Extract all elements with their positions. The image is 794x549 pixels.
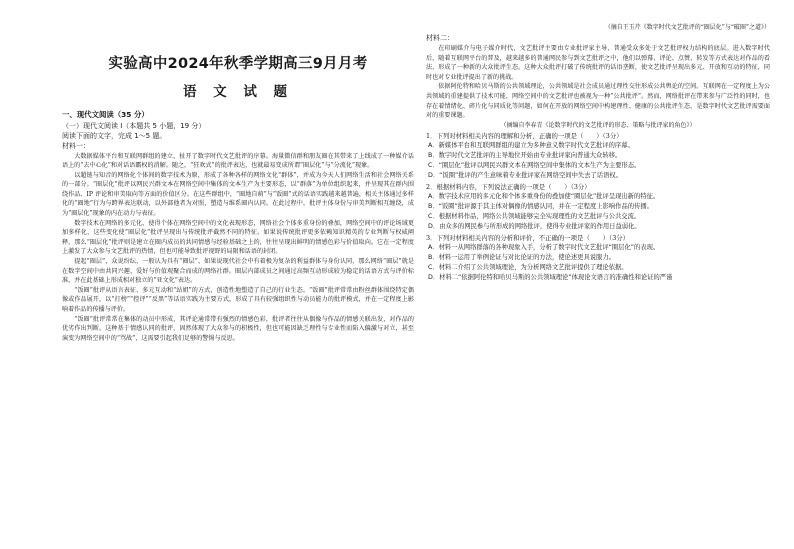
- exam-title: 实验高中2024年秋季学期高三9月月考: [108, 56, 368, 72]
- question-option: C．根据材料作品，网络公共领域能够完全实现理性的文艺批评与公共交流。: [428, 212, 641, 220]
- question-option: D．由众多的网民参与所形成的网络批评，使得专业批评家的作用日益弱化。: [428, 222, 641, 230]
- left-paragraph: 大数据媒体平台和互联网群组的建立，扯开了数字时代文艺批评的序幕。海量微信群和朋友圈在其带来了上线成了一种媒介话语上的“去中心化”和对话语霸权的消解。随之，“狂欢式”的批评表达，也就最易变成所谓“圈层化”与“分流化”现象。: [62, 152, 414, 170]
- left-paragraph: 数字技术在网络的多元化，使得个体在网络空间中的文化表现形态，网络社会个体多重身份的叠加，网络空间中的评论场域更加多样化，这些变化使“圈层化”批评呈现出与传统批评截然不同的特征。如果说传统批评更多依赖知识精英的专业判断与权威阐释，那么“圈层化”批评则是建立在圈内成员的共同情感与经验基础之上的，往往呈现出鲜明的情感色彩与价值取向。它在一定程度上激发了大众参与文艺批评的热情，但也可能导致批评视野的局限和话语的封闭。: [62, 219, 414, 256]
- material-one-label: 材料一：: [62, 141, 90, 150]
- left-paragraph: “饭圈”批评常常在集体的动员中形成，其评论通常带有强烈的情感色彩，批评者往往从偶像与作品的情感关联出发，对作品的优劣作出判断。这种基于情感认同的批评，固然体现了大众参与的积极性，但也可能因缺乏理性与专业性而陷入偏激与对立，甚至演变为网络空间中的“骂战”，这需要引起我们足够的警惕与反思。: [62, 315, 414, 342]
- question-option: D．“饭圈”批评的产生意味着专业批评家在网络空间中失去了话语权。: [428, 171, 622, 179]
- question-option: A．新媒体平台和互联网群组的建立为多种意义数字时代文艺批评的序幕。: [428, 141, 634, 149]
- left-paragraph: “饭圈”批评从语言表征、多元互动和“站姐”的方式，创造性地塑造了自己的行业生态。“饭圈”批评常常由粉丝群体围绕特定偶像或作品展开，以“打榜”“控评”“反黑”等话语实践为主要方式，形成了具有较强组织性与动员能力的批评模式，并在一定程度上影响着作品的传播与评价。: [62, 286, 414, 313]
- question-option: A．数字技术应用的多元化和个体多重身份的叠加使“圈层化”批评呈现出新的特征。: [428, 192, 660, 200]
- question-option: B．材料一运用了举例论证与对比论证的方法，使论述更具说服力。: [428, 253, 615, 261]
- left-paragraph: 以超链与知音的网络化个体间的数字技术为原，形成了各种各样的网络文化“群体”，并成为今天人们网络生活和社会网络关系的一部分。“圈层化”批评以网民兴群文本在网络空间中集体的文本生产为主要形态，以“群落”为单位组织起来，并呈现其在群内围绕作品、IP 评论和审美取向等方面的价值区分。在这些群组中，“圈地自萌”与“饭圈”式的话语实践越来越普遍，相关主体通过多样化的“圈地”行为与跨界表达联动，以外部他者为对照，塑造与维系圈内认同。在此过程中，批评主体身份与审美判断相互缠绕，成为“圈层化”现象的内在动力与表征。: [62, 171, 414, 218]
- right-column: [426, 22, 770, 537]
- left-paragraph: 提起“圈层”，众说纷纭，一般认为具有“圈层”、如果说现代社会中有着极为复杂的利益群体与身份认同，那么网络“圈层”就是在数字空间中由共同兴趣、爱好与价值观聚合而成的网络社群。圈层内部成员之间通过高频互动形成较为稳定的话语方式与评价标准，并在此基础上形成相对独立的“亚文化”表达。: [62, 258, 414, 285]
- exam-subtitle: 语 文 试 题: [182, 84, 294, 100]
- question-option: C．材料二介绍了公共领域理论，为分析网络文艺批评提供了理论依据。: [428, 263, 628, 271]
- question-option: A．材料一从网络群落的各种现象入手，分析了数字时代文艺批评“圈层化”的表现。: [428, 243, 660, 251]
- right-paragraph: 依据阿伦特和哈贝马斯的公共领域理论，公共领域是社会成员通过理性交往形成公共舆论的空间。互联网在一定程度上为公共领域的重建提供了技术可能，网络空间中的文艺批评也被视为一种“公共批评”。然而，网络批评在带来参与广泛性的同时，也存在着情绪化、碎片化与同质化等问题，如何在开放的网络空间中构建理性、健康的公共批评生态，是数字时代文艺批评需要面对的重要课题。: [426, 83, 770, 120]
- subsection-heading: （一）现代文阅读 I（本题共 5 小题，19 分）: [62, 121, 206, 130]
- material-two-label: 材料二：: [426, 34, 454, 42]
- section-heading: 一、现代文阅读（35 分）: [62, 110, 149, 119]
- question-option: B．数字时代文艺批评的主导地位开始由专业批评家向普通大众转移。: [428, 151, 622, 159]
- right-paragraph: 在印刷媒介与电子媒介时代，文艺批评主要由专业批评家主导，普通受众多处于文艺批评权力结构的底层。进入数字时代后，随着互联网平台的普及，越来越多的普通网民参与到文艺批评之中，他们以弹幕、评论、点赞、转发等方式表达对作品的看法，形成了一种新的大众批评生态。这种大众批评打破了传统批评的话语垄断，使文艺批评呈现出多元、开放和互动的特征，同时也对专业批评提出了新的挑战。: [426, 45, 770, 81]
- source-citation-bottom: （摘编自李春青《论数字时代的文艺批评的形态、策略与批评家的角色》）: [500, 121, 696, 129]
- question-stem: 3．下列对材料相关内容的分析和评价，不正确的一项是（ ）（3分）: [426, 233, 630, 242]
- question-stem: 2．根据材料内容，下列说法正确的一项是（ ）（3分）: [426, 182, 591, 191]
- question-option: C．“圈层化”批评以网民兴群文本在网络空间中集体的文本生产为主要形态。: [428, 161, 641, 169]
- instruction: 阅读下面的文字，完成 1～5 题。: [62, 131, 167, 140]
- question-stem: 1．下列对材料相关内容的理解和分析，正确的一项是（ ）（3分）: [426, 131, 623, 140]
- question-option: B．“饭圈”批评源于其主体对偶像的情感认同，并在一定程度上影响作品的传播。: [428, 202, 653, 210]
- question-option: D．材料二“依据阿伦特和哈贝马斯的公共领域理论”体现论文语言的准确性和论证的严谨: [428, 273, 673, 281]
- source-citation-top: （摘自王玉芹《数字时代文艺批评的“圈层化”与“破圈”之道》）: [604, 24, 770, 31]
- left-column: [62, 38, 414, 537]
